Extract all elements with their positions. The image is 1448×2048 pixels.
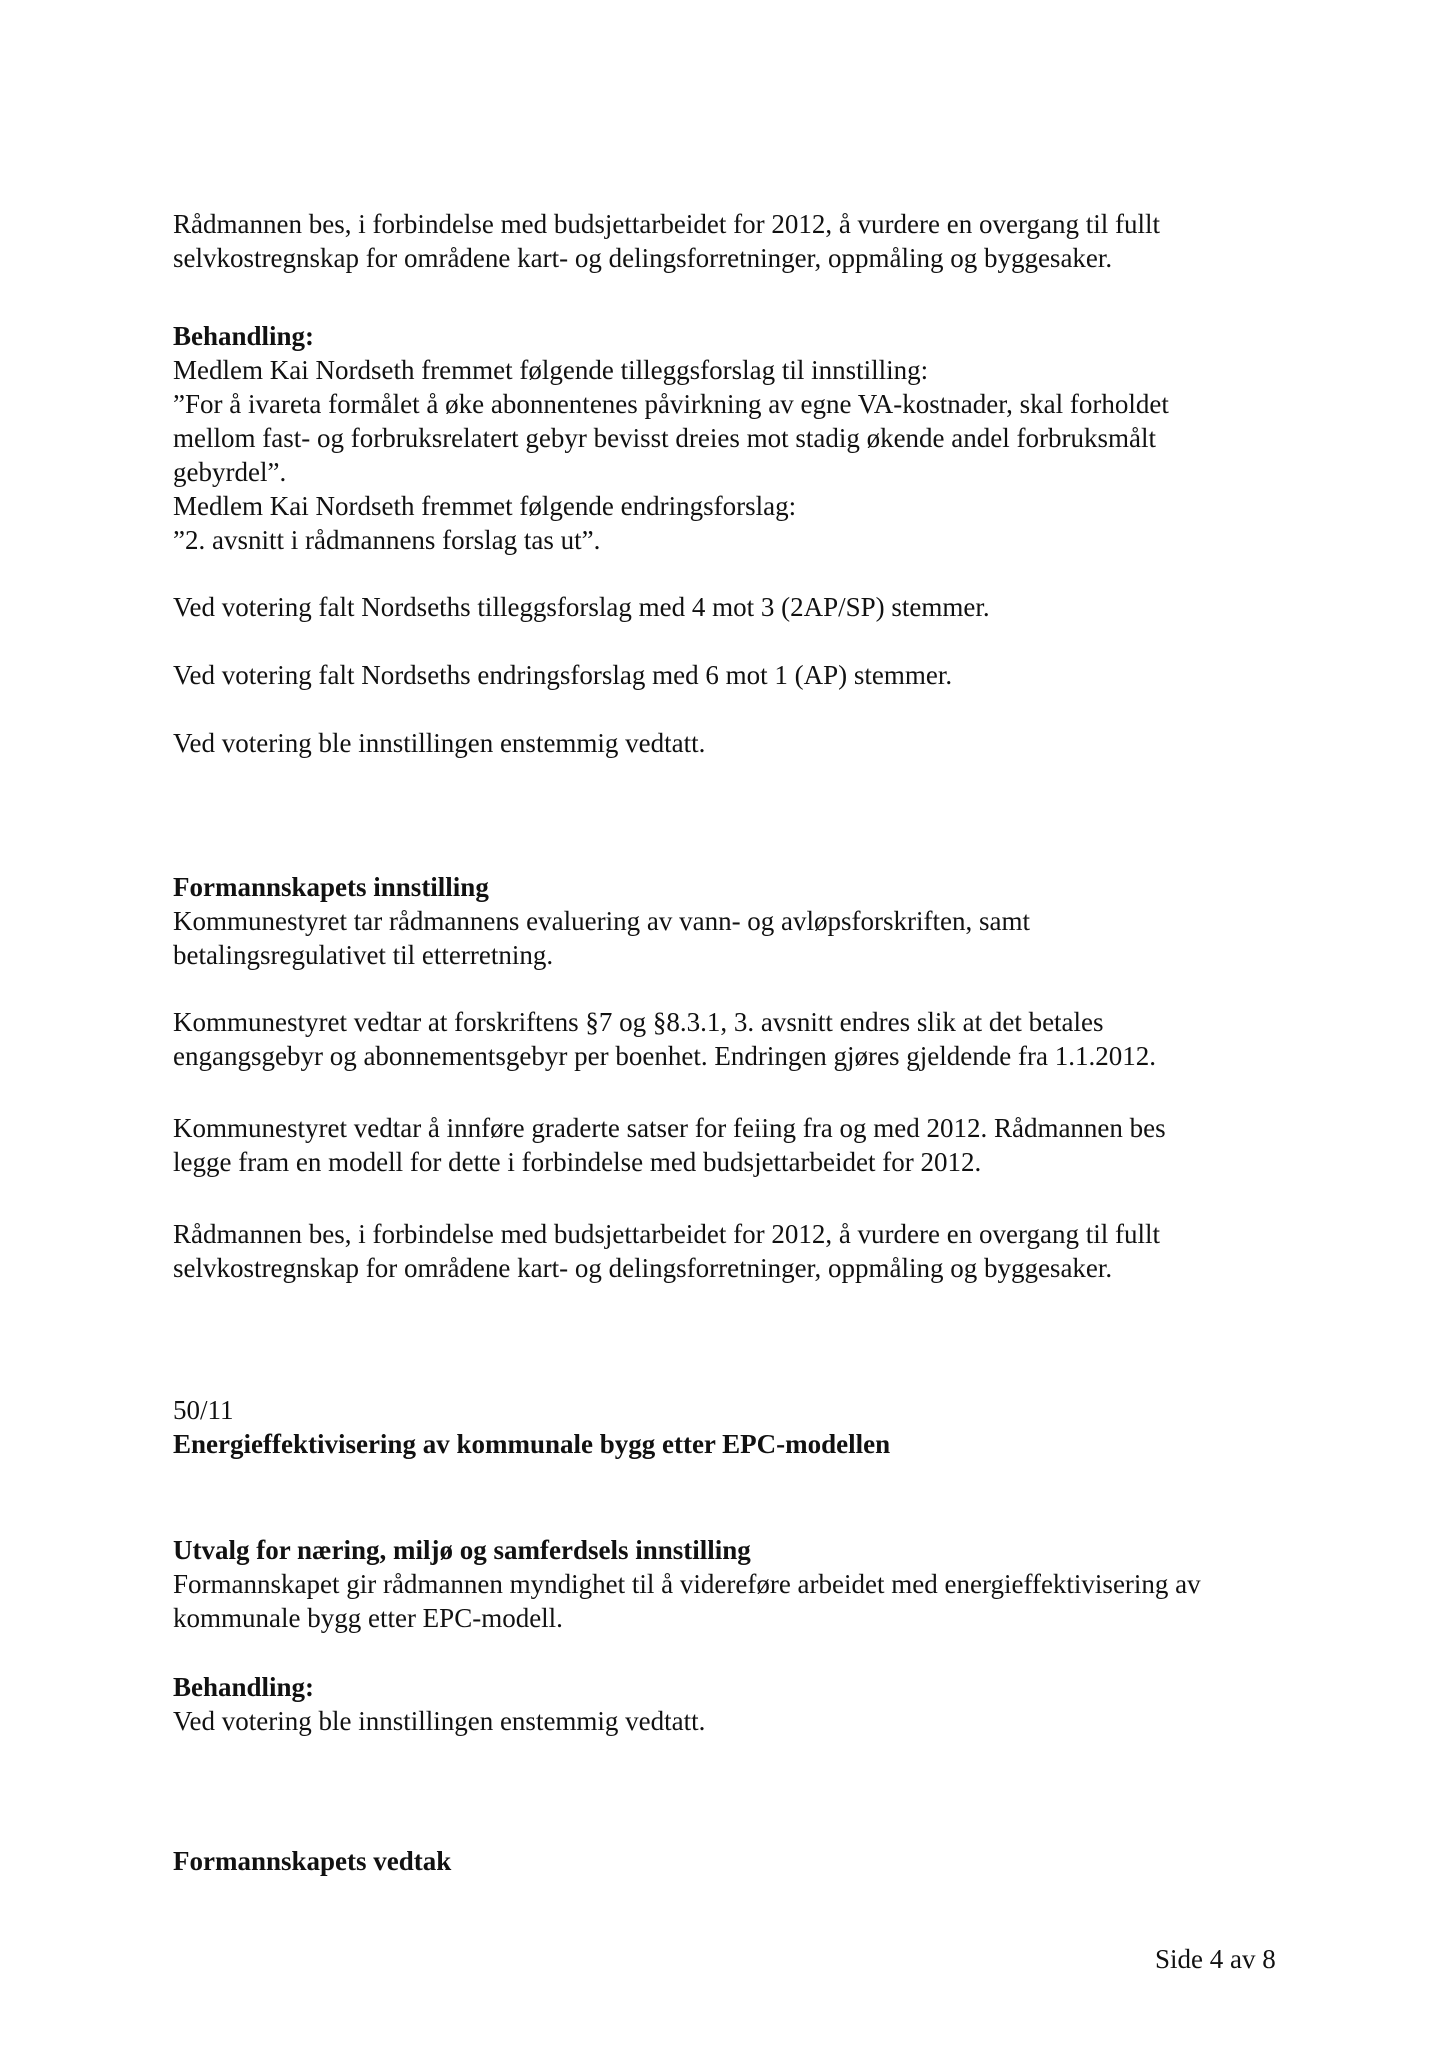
vote-line: [173, 726, 1303, 760]
paragraph-line: mellom fast- og forbruksrelatert gebyr bevisst dreies mot stadig økende andel forbruksmålt: [173, 423, 1156, 453]
paragraph-line: Rådmannen bes, i forbindelse med budsjettarbeidet for 2012, å vurdere en overgang til fullt: [173, 1219, 1160, 1249]
paragraph-line: Kommunestyret vedtar at forskriftens §7 og §8.3.1, 3. avsnitt endres slik at det betales: [173, 1007, 1104, 1037]
behandling-section: [173, 319, 1303, 557]
paragraph-line: betalingsregulativet til etterretning.: [173, 940, 554, 970]
vote-text: Ved votering falt Nordseths tilleggsforslag med 4 mot 3 (2AP/SP) stemmer.: [173, 592, 990, 622]
utvalg-heading: Utvalg for næring, miljø og samferdsels innstilling: [173, 1535, 751, 1565]
paragraph-line: Rådmannen bes, i forbindelse med budsjettarbeidet for 2012, å vurdere en overgang til fullt: [173, 209, 1160, 239]
vote-text: Ved votering ble innstillingen enstemmig vedtatt.: [173, 728, 706, 758]
paragraph-line: Kommunestyret vedtar å innføre graderte satser for feiing fra og med 2012. Rådmannen bes: [173, 1113, 1166, 1143]
top-paragraph: [173, 207, 1303, 275]
paragraph-line: kommunale bygg etter EPC-modell.: [173, 1603, 563, 1633]
vote-text: Ved votering falt Nordseths endringsforslag med 6 mot 1 (AP) stemmer.: [173, 660, 953, 690]
case-title: Energieffektivisering av kommunale bygg etter EPC-modellen: [173, 1429, 891, 1459]
paragraph-line: Kommunestyret tar rådmannens evaluering av vann- og avløpsforskriften, samt: [173, 906, 1030, 936]
utvalg-section: [173, 1533, 1303, 1635]
paragraph-line: ”For å ivareta formålet å øke abonnentenes påvirkning av egne VA-kostnader, skal forholdet: [173, 389, 1169, 419]
innstilling-paragraph: [173, 1005, 1303, 1073]
paragraph-line: Ved votering ble innstillingen enstemmig vedtatt.: [173, 1706, 706, 1736]
innstilling-paragraph: [173, 1217, 1303, 1285]
innstilling-heading: Formannskapets innstilling: [173, 872, 489, 902]
paragraph-line: gebyrdel”.: [173, 457, 287, 487]
vote-line: [173, 658, 1303, 692]
innstilling-section: [173, 870, 1303, 972]
paragraph-line: ”2. avsnitt i rådmannens forslag tas ut”.: [173, 525, 601, 555]
innstilling-paragraph: [173, 1111, 1303, 1179]
paragraph-line: Formannskapet gir rådmannen myndighet til å videreføre arbeidet med energieffektivisering av: [173, 1569, 1201, 1599]
paragraph-line: selvkostregnskap for områdene kart- og delingsforretninger, oppmåling og byggesaker.: [173, 1253, 1113, 1283]
vedtak-heading: Formannskapets vedtak: [173, 1846, 452, 1876]
behandling-section: [173, 1670, 1303, 1738]
case-number: 50/11: [173, 1395, 234, 1425]
paragraph-line: Medlem Kai Nordseth fremmet følgende tilleggsforslag til innstilling:: [173, 355, 929, 385]
behandling-heading: Behandling:: [173, 1672, 315, 1702]
paragraph-line: selvkostregnskap for områdene kart- og delingsforretninger, oppmåling og byggesaker.: [173, 243, 1113, 273]
vote-line: [173, 590, 1303, 624]
paragraph-line: engangsgebyr og abonnementsgebyr per boenhet. Endringen gjøres gjeldende fra 1.1.2012.: [173, 1041, 1156, 1071]
paragraph-line: legge fram en modell for dette i forbindelse med budsjettarbeidet for 2012.: [173, 1147, 982, 1177]
page-number: Side 4 av 8: [1155, 1944, 1276, 1974]
case-header: [173, 1393, 1303, 1461]
paragraph-line: Medlem Kai Nordseth fremmet følgende endringsforslag:: [173, 491, 797, 521]
vedtak-section: [173, 1844, 1303, 1878]
behandling-heading: Behandling:: [173, 321, 315, 351]
